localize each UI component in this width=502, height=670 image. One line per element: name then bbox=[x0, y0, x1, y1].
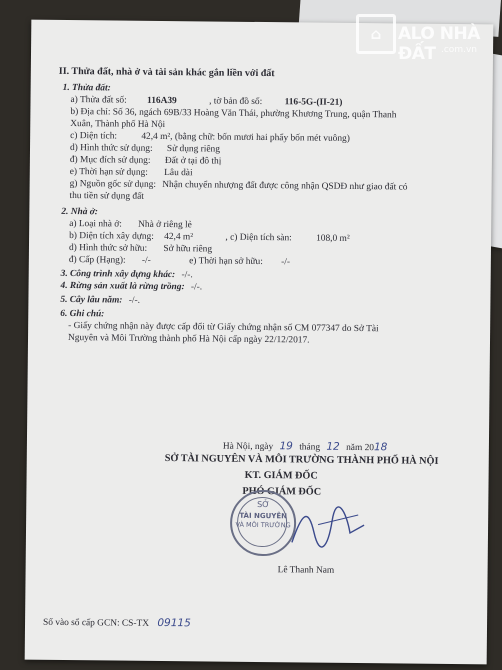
date-place: Hà Nội, ngày bbox=[222, 441, 274, 453]
perennial-row bbox=[60, 294, 140, 307]
forest-label: 4. Rừng sản xuất là rừng trồng: bbox=[60, 280, 185, 293]
certificate-page bbox=[25, 20, 494, 665]
own-term-value: -/- bbox=[281, 257, 291, 268]
area-value: 42,4 m², (bằng chữ: bốn mươi hai phẩy bốn mét vuông) bbox=[141, 131, 350, 144]
perennial-value: -/-. bbox=[128, 295, 141, 306]
kt-director: KT. GIÁM ĐỐC bbox=[244, 469, 318, 482]
date-month: 12 bbox=[326, 440, 340, 453]
issuing-agency: SỞ TÀI NGUYÊN VÀ MÔI TRƯỜNG THÀNH PHỐ HÀ NỘI bbox=[164, 453, 439, 467]
issue-date bbox=[223, 440, 388, 455]
origin-value: Nhận chuyển nhượng đất được công nhận QSDĐ như giao đất có bbox=[162, 179, 408, 193]
own-term-label: e) Thời hạn sở hữu: bbox=[189, 256, 263, 268]
stamp-line1: SỞ bbox=[257, 499, 270, 510]
parcel-label: a) Thửa đất số: bbox=[70, 95, 127, 106]
signer-name: Lê Thanh Nam bbox=[277, 565, 335, 576]
date-year: 18 bbox=[373, 441, 388, 454]
term-label: e) Thời hạn sử dụng: bbox=[69, 167, 148, 178]
parcel-value: 116A39 bbox=[147, 95, 177, 107]
house-grade-row bbox=[69, 254, 290, 268]
forest-value: -/-. bbox=[190, 282, 203, 293]
registry-number: 09115 bbox=[157, 616, 191, 630]
use-form-label: d) Hình thức sử dụng: bbox=[69, 143, 153, 154]
purpose-label: đ) Mục đích sử dụng: bbox=[69, 155, 151, 166]
section-title: II. Thửa đất, nhà ở và tài sản khác gắn liền với đất bbox=[58, 65, 275, 80]
land-heading: 1. Thửa đất: bbox=[62, 82, 111, 94]
deputy-director: PHÓ GIÁM ĐỐC bbox=[242, 485, 322, 498]
date-year-label: năm 20 bbox=[346, 442, 375, 454]
stamp-line2: TÀI NGUYÊN bbox=[239, 511, 288, 521]
land-address-line2: Xuân, Thành phố Hà Nội bbox=[70, 119, 166, 131]
perennial-label: 5. Cây lâu năm: bbox=[60, 294, 123, 306]
signature-scribble bbox=[288, 502, 369, 553]
floor-area-value: 108,0 m² bbox=[316, 233, 350, 244]
watermark-domain: .com.vn bbox=[441, 45, 477, 55]
official-stamp bbox=[230, 490, 297, 557]
note-line1: - Giấy chứng nhận này được cấp đổi từ Giấy chứng nhận số CM 077347 do Sở Tài bbox=[68, 321, 379, 335]
grade-label: đ) Cấp (Hạng): bbox=[68, 255, 126, 266]
other-works-label: 3. Công trình xây dựng khác: bbox=[60, 268, 176, 281]
ownership-value: Sở hữu riêng bbox=[163, 243, 213, 255]
registry-row bbox=[43, 616, 191, 631]
build-area-value: 42,4 m² bbox=[164, 232, 194, 243]
sheet-value: 116-5G-(II-21) bbox=[284, 97, 343, 108]
house-heading: 2. Nhà ở: bbox=[61, 206, 98, 218]
watermark-brand: ALO NHÀ ĐẤT bbox=[398, 24, 480, 64]
stamp-line3: VÀ MÔI TRƯỜNG bbox=[235, 520, 291, 530]
house-type-label: a) Loại nhà ở: bbox=[69, 219, 122, 230]
build-area-label: b) Diện tích xây dựng: bbox=[69, 231, 154, 242]
ownership-label: d) Hình thức sở hữu: bbox=[68, 243, 148, 254]
forest-row bbox=[61, 280, 203, 293]
notes-heading: 6. Ghi chú: bbox=[60, 308, 105, 320]
land-origin-line2: thu tiền sử dụng đất bbox=[69, 191, 144, 202]
use-form-value: Sử dụng riêng bbox=[166, 144, 220, 155]
purpose-value: Đất ở tại đô thị bbox=[164, 156, 222, 167]
note-line2: Nguyên và Môi Trường thành phố Hà Nội cấp ngày 22/12/2017. bbox=[67, 333, 310, 346]
house-type-value: Nhà ở riêng lẻ bbox=[138, 219, 192, 231]
area-label: c) Diện tích: bbox=[70, 131, 118, 142]
floor-area-label: , c) Diện tích sàn: bbox=[225, 232, 292, 244]
grade-value: -/- bbox=[141, 255, 151, 266]
date-month-label: tháng bbox=[299, 442, 321, 453]
date-day: 19 bbox=[279, 440, 293, 453]
origin-label: g) Nguồn gốc sử dụng: bbox=[69, 179, 157, 190]
term-value: Lâu dài bbox=[164, 167, 193, 179]
land-address-line1: b) Địa chỉ: Số 36, ngách 69B/33 Hoàng Văn Thái, phường Khương Trung, quận Thanh bbox=[70, 107, 397, 121]
other-works-value: -/-. bbox=[181, 270, 193, 281]
registry-label: Số vào sổ cấp GCN: CS-TX bbox=[42, 617, 150, 629]
sheet-label: , tờ bản đồ số: bbox=[209, 96, 263, 108]
watermark-logo-icon: ⌂ bbox=[356, 14, 396, 54]
